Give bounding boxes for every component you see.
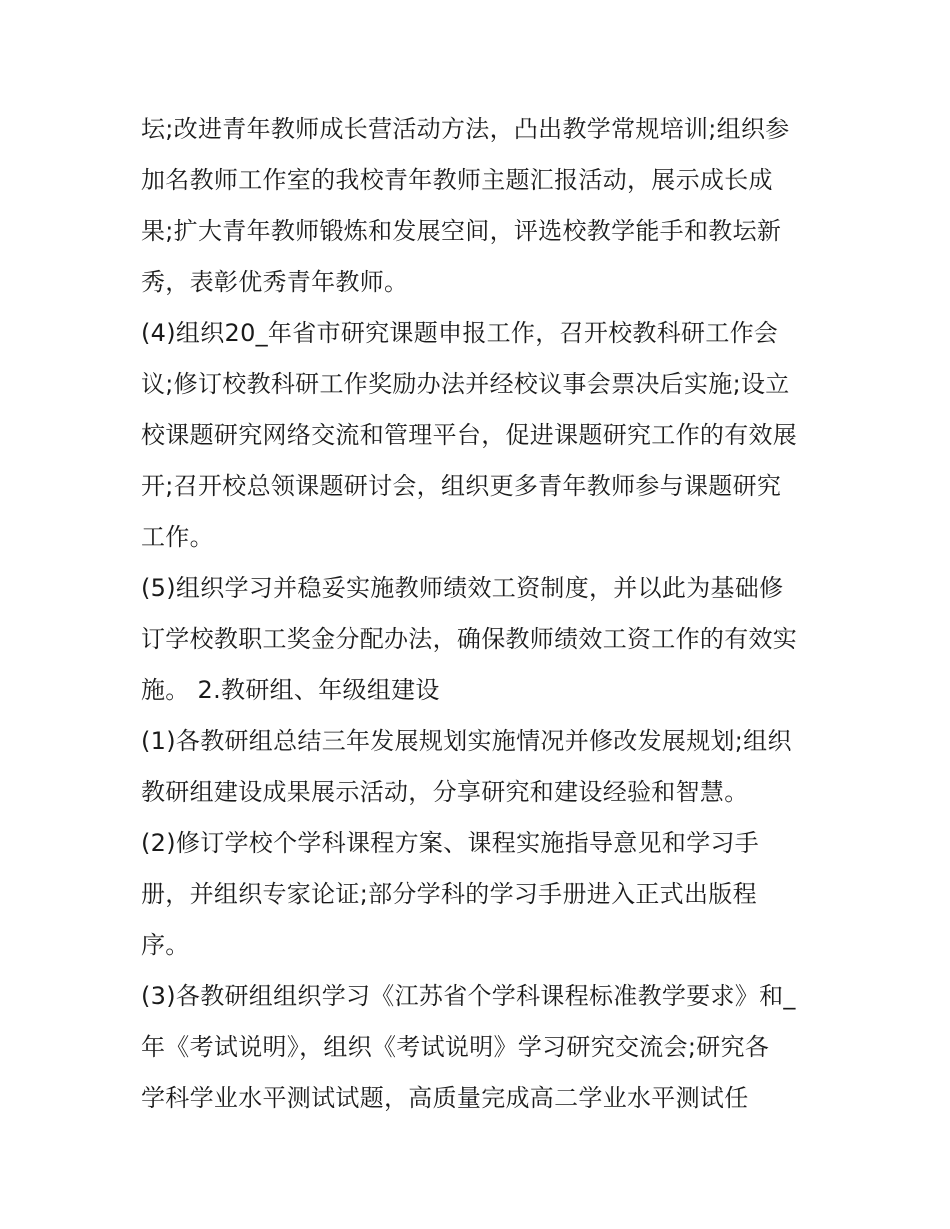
text-line: 坛;改进青年教师成长营活动方法，凸出教学常规培训;组织参 — [141, 115, 790, 143]
text-line: 学科学业水平测试试题，高质量完成高二学业水平测试任 — [141, 1084, 749, 1112]
text-line: (2)修订学校个学科课程方案、课程实施指导意见和学习手 — [141, 829, 760, 857]
text-line: 开;召开校总领课题研讨会，组织更多青年教师参与课题研究 — [141, 472, 782, 500]
text-line: 校课题研究网络交流和管理平台，促进课题研究工作的有效展 — [141, 421, 798, 449]
text-line: 工作。 — [141, 523, 214, 551]
text-line: 册，并组织专家论证;部分学科的学习手册进入正式出版程 — [141, 880, 757, 908]
text-line: 教研组建设成果展示活动，分享研究和建设经验和智慧。 — [141, 778, 749, 806]
text-line: (3)各教研组组织学习《江苏省个学科课程标准教学要求》和_ — [141, 982, 796, 1010]
text-line: 议;修订校教科研工作奖励办法并经校议事会票决后实施;设立 — [141, 370, 790, 398]
text-line: (4)组织20_年省市研究课题申报工作，召开校教科研工作会 — [141, 319, 779, 347]
text-line: 加名教师工作室的我校青年教师主题汇报活动，展示成长成 — [141, 166, 773, 194]
text-line: 订学校教职工奖金分配办法，确保教师绩效工资工作的有效实 — [141, 625, 798, 653]
text-line: (5)组织学习并稳妥实施教师绩效工资制度，并以此为基础修 — [141, 574, 784, 602]
text-line: 施。 2.教研组、年级组建设 — [141, 676, 440, 704]
text-line: 年《考试说明》，组织《考试说明》学习研究交流会;研究各 — [141, 1033, 770, 1061]
text-line: (1)各教研组总结三年发展规划实施情况并修改发展规划;组织 — [141, 727, 792, 755]
text-line: 秀，表彰优秀青年教师。 — [141, 268, 409, 296]
text-line: 果;扩大青年教师锻炼和发展空间，评选校教学能手和教坛新 — [141, 217, 782, 245]
document-body — [141, 104, 821, 1124]
text-line: 序。 — [141, 931, 190, 959]
